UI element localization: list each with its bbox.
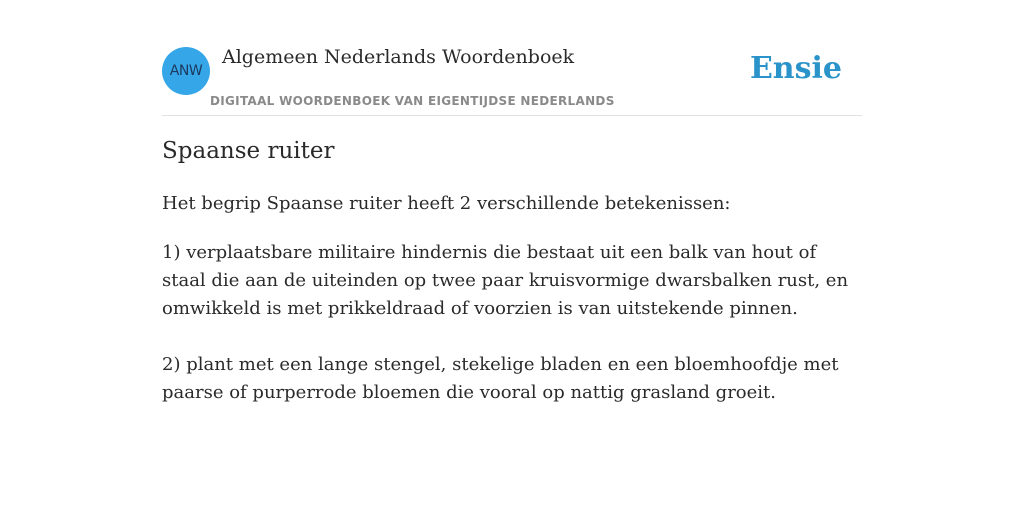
site-title-link[interactable]: Algemeen Nederlands Woordenboek <box>222 46 575 68</box>
definition-list <box>162 239 862 435</box>
site-header <box>162 0 862 116</box>
ensie-brand-link[interactable]: Ensie <box>749 51 842 86</box>
page-container <box>162 0 862 512</box>
definition-item: 2) plant met een lange stengel, stekelige bladen en een bloemhoofdje met paarse of purperrode bloemen die vooral op nattig grasland groeit. <box>162 354 839 403</box>
anw-logo-text: ANW <box>169 63 203 79</box>
entry-intro: Het begrip Spaanse ruiter heeft 2 verschillende betekenissen: <box>162 193 731 214</box>
site-subtitle: DIGITAAL WOORDENBOEK VAN EIGENTIJDSE NEDERLANDS <box>210 94 615 108</box>
anw-logo[interactable] <box>162 47 210 95</box>
entry-title: Spaanse ruiter <box>162 138 335 164</box>
definition-item: 1) verplaatsbare militaire hindernis die bestaat uit een balk van hout of staal die aan de uiteinden op twee paar kruisvormige dwarsbalken rust, en omwikkeld is met prikkeldraad of voorzien is van uitstekende pinnen. <box>162 242 849 319</box>
